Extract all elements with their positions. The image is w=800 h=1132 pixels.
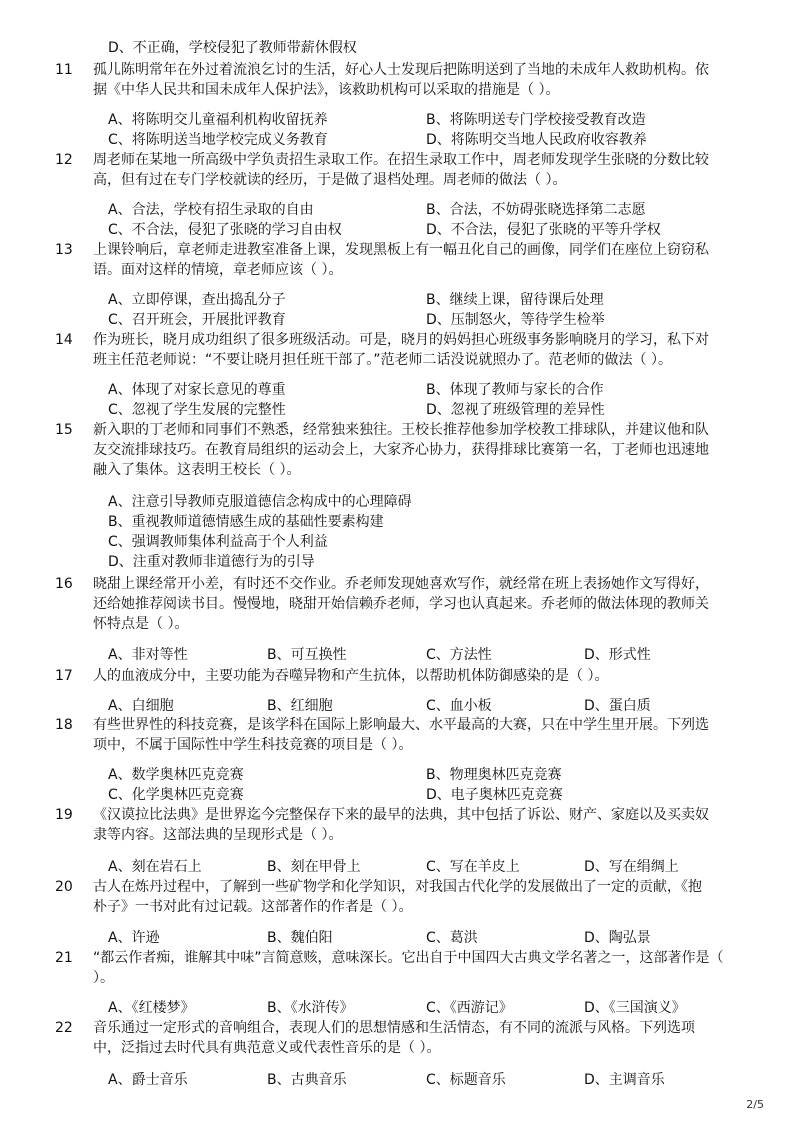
question-number: 12 [55,152,73,168]
stem-line: 还给她推荐阅读书目。慢慢地，晓甜开始信赖乔老师，学习也认真起来。乔老师的做法体现的教师关 [93,596,709,612]
option-a: A、立即停课，查出捣乱分子 [108,292,286,308]
stem-line: 人的血液成分中，主要功能为吞噬异物和产生抗体，以帮助机体防御感染的是（ ）。 [93,668,609,684]
question-number: 16 [55,576,73,592]
question-stem [93,574,733,634]
option-c: C、忽视了学生发展的完整性 [108,402,286,418]
option-a: A、体现了对家长意见的尊重 [108,382,286,398]
option-b: B、刻在甲骨上 [267,859,361,875]
option-b: B、将陈明送专门学校接受教育改造 [426,112,646,128]
stem-line: 新入职的丁老师和同事们不熟悉，经常独来独往。王校长推荐他参加学校教工排球队，并建议他和队 [93,422,709,438]
option-c: C、标题音乐 [426,1072,506,1088]
question-stem [93,715,733,755]
option-a: A、数学奥林匹克竞赛 [108,767,244,783]
option-a: A、注意引导教师克服道德信念构成中的心理障碍 [108,494,412,510]
option-d: D、忽视了班级管理的差异性 [426,402,605,418]
question-stem [93,666,733,686]
option-c: C、不合法，侵犯了张晓的学习自由权 [108,222,342,238]
question-stem [93,240,733,280]
option-b: B、重视教师道德情感生成的基础性要素构建 [108,514,384,530]
option-a: A、将陈明交儿童福利机构收留抚养 [108,112,328,128]
option-d: D、《三国演义》 [584,1000,686,1016]
option-a: A、刻在岩石上 [108,859,202,875]
question-number: 22 [55,1020,73,1036]
option-b: B、《水浒传》 [267,1000,354,1016]
option-b: B、物理奥林匹克竞赛 [426,767,562,783]
option-d: D、压制怒火，等待学生检举 [426,312,605,328]
stem-line: 古人在炼丹过程中，了解到一些矿物学和化学知识，对我国古代化学的发展做出了一定的贡献，《抱 [93,879,702,895]
question-stem [93,805,733,845]
option-b: B、继续上课，留待课后处理 [426,292,604,308]
stem-line: 友交流排球技巧。在教育局组织的运动会上，大家齐心协力，获得排球比赛第一名，丁老师也迅速地 [93,442,709,458]
option-b: B、体现了教师与家长的合作 [426,382,604,398]
option-a: A、非对等性 [108,647,188,663]
option-b: B、红细胞 [267,698,333,714]
question-stem [93,330,733,370]
question-number: 18 [55,717,73,733]
stem-line: 作为班长，晓月成功组织了很多班级活动。可是，晓月的妈妈担心班级事务影响晓月的学习，私下对 [93,332,709,348]
question-number: 17 [55,668,73,684]
question-stem [93,948,733,988]
option-d: D、形式性 [584,647,651,663]
stem-line: 上课铃响后，章老师走进教室准备上课，发现黑板上有一幅丑化自己的画像，同学们在座位上窃窃私 [93,242,709,258]
option-a: A、爵士音乐 [108,1072,188,1088]
option-c: C、葛洪 [426,930,478,946]
question-number: 13 [55,242,73,258]
question-number: 15 [55,422,73,438]
stem-line: 有些世界性的科技竞赛，是该学科在国际上影响最大、水平最高的大赛，只在中学生里开展。下列选 [93,717,709,733]
option-c: C、将陈明送当地学校完成义务教育 [108,132,328,148]
stem-line: 隶等内容。这部法典的呈现形式是（ ）。 [93,827,343,843]
stem-line: 高，但有过在专门学校就读的经历，于是做了退档处理。周老师的做法（ ）。 [93,172,567,188]
option-a: A、《红楼梦》 [108,1000,195,1016]
stem-line: 中，泛指过去时代具有典范意义或代表性音乐的是（ ）。 [93,1040,441,1056]
stem-line: 融入了集体。这表明王校长（ ）。 [93,462,301,478]
stem-line: 语。面对这样的情境，章老师应该（ ）。 [93,262,343,278]
option-d: D、蛋白质 [584,698,651,714]
question-stem [93,60,733,100]
stem-line: 周老师在某地一所高级中学负责招生录取工作。在招生录取工作中，周老师发现学生张晓的分数比较 [93,152,709,168]
option-b: B、魏伯阳 [267,930,333,946]
option-a: A、白细胞 [108,698,174,714]
stem-line: 怀特点是（ ）。 [93,616,189,632]
option-d: D、将陈明交当地人民政府收容教养 [426,132,647,148]
option-d: D、主调音乐 [584,1072,665,1088]
stem-line: 朴子》一书对此有过记载。这部著作的作者是（ ）。 [93,899,413,915]
stem-line: 晓甜上课经常开小差，有时还不交作业。乔老师发现她喜欢写作，就经常在班上表扬她作文写得好， [93,576,709,592]
option-c: C、强调教师集体利益高于个人利益 [108,534,328,550]
option-d: D、写在绢绸上 [584,859,679,875]
option-c: C、化学奥林匹克竞赛 [108,787,244,803]
question-stem [93,150,733,190]
option-d: D、注重对教师非道德行为的引导 [108,554,315,570]
stem-line: “都云作者痴，谁解其中味”言简意赅，意味深长。它出自于中国四大古典文学名著之一，这部著作是（ [93,950,724,966]
question-stem [93,420,733,480]
question-number: 11 [55,62,73,78]
stem-line: 班主任范老师说：“不要让晓月担任班干部了。”范老师二话没说就照办了。范老师的做法（ ）。 [93,352,672,368]
option-d: D、电子奥林匹克竞赛 [426,787,563,803]
option-b: B、合法，不妨碍张晓选择第二志愿 [426,202,646,218]
question-number: 14 [55,332,73,348]
option-c: C、召开班会，开展批评教育 [108,312,286,328]
option-c: C、血小板 [426,698,492,714]
stem-line: 音乐通过一定形式的音响组合，表现人们的思想情感和生活情态，有不同的流派与风格。下列选项 [93,1020,695,1036]
question-stem [93,1018,733,1058]
question-stem [93,877,733,917]
previous-question-option-d: D、不正确，学校侵犯了教师带薪休假权 [108,40,357,56]
option-d: D、不合法，侵犯了张晓的平等升学权 [426,222,661,238]
option-c: C、《西游记》 [426,1000,513,1016]
stem-line: 据《中华人民共和国未成年人保护法》，该救助机构可以采取的措施是（ ）。 [93,82,560,98]
option-a: A、合法，学校有招生录取的自由 [108,202,314,218]
option-c: C、写在羊皮上 [426,859,520,875]
option-b: B、可互换性 [267,647,347,663]
stem-line: 孤儿陈明常年在外过着流浪乞讨的生活，好心人士发现后把陈明送到了当地的未成年人救助机构。依 [93,62,709,78]
option-a: A、许逊 [108,930,160,946]
question-number: 19 [55,807,73,823]
question-number: 21 [55,950,73,966]
option-d: D、陶弘景 [584,930,651,946]
question-number: 20 [55,879,73,895]
option-c: C、方法性 [426,647,492,663]
page-number: 2/5 [746,1098,764,1111]
stem-line: ）。 [93,970,114,986]
option-b: B、古典音乐 [267,1072,347,1088]
stem-line: 《汉谟拉比法典》是世界迄今完整保存下来的最早的法典，其中包括了诉讼、财产、家庭以及买卖奴 [93,807,709,823]
stem-line: 项中，不属于国际性中学生科技竞赛的项目是（ ）。 [93,737,413,753]
